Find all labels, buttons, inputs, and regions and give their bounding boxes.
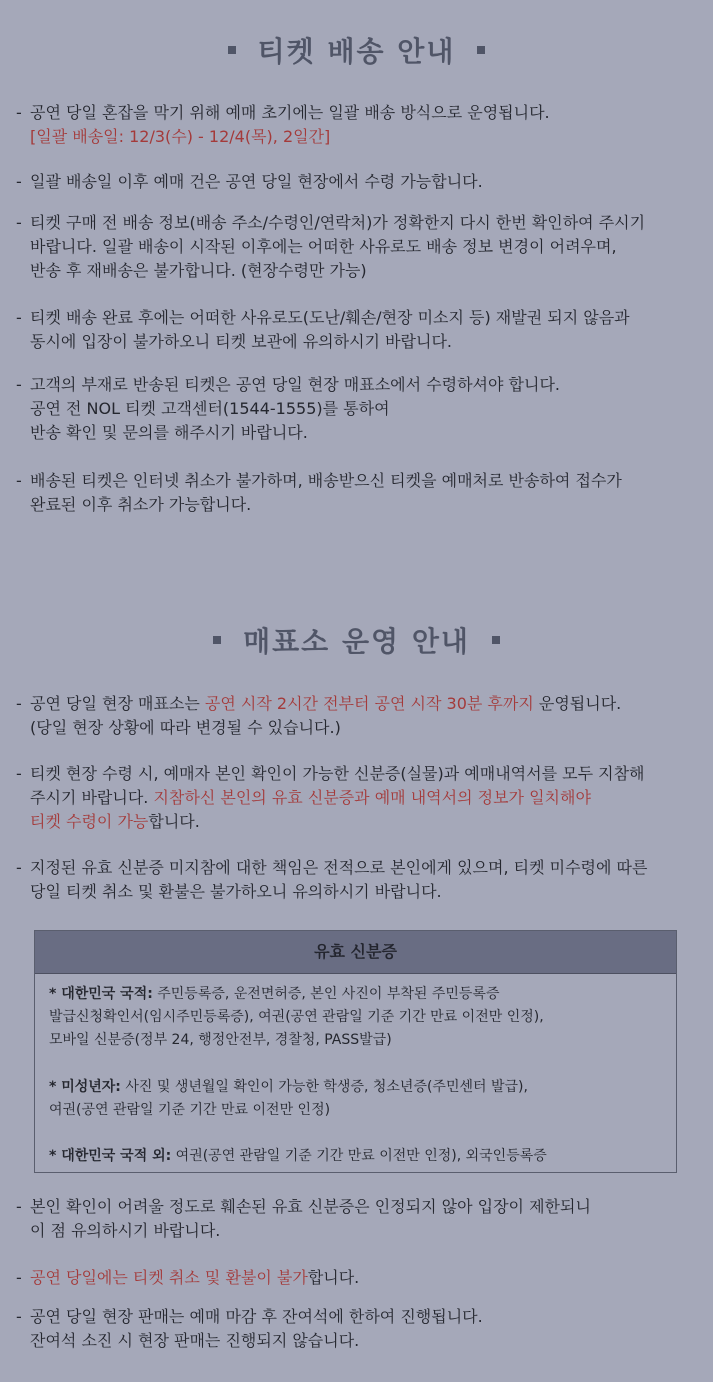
delivery-date-note: [일괄 배송일: 12/3(수) - 12/4(목), 2일간] [30, 127, 331, 146]
table-row: * 대한민국 국적 외: 여권(공연 관람일 기준 기간 만료 이전만 인정), 외국인등록증 [49, 1148, 547, 1164]
list-item: - 공연 당일에는 티켓 취소 및 환불이 불가합니다. [16, 1268, 360, 1287]
list-item: - 고객의 부재로 반송된 티켓은 공연 당일 현장 매표소에서 수령하셔야 합니다. 공연 전 NOL 티켓 고객센터(1544-1555)를 통하여 반송 확인 및 문의를 해주시기 바랍니다. [16, 375, 560, 442]
square-bullet-icon [213, 636, 221, 644]
list-item: - 본인 확인이 어려울 정도로 훼손된 유효 신분증은 인정되지 않아 입장이 제한되니 이 점 유의하시기 바랍니다. [16, 1197, 591, 1240]
section-title-ticket-delivery: 티켓 배송 안내 [0, 30, 713, 70]
list-item: - 공연 당일 현장 판매는 예매 마감 후 잔여석에 한하여 진행됩니다. 잔여석 소진 시 현장 판매는 진행되지 않습니다. [16, 1307, 483, 1350]
table-header: 유효 신분증 [35, 931, 676, 974]
table-row: * 미성년자: 사진 및 생년월일 확인이 가능한 학생증, 청소년증(주민센터 발급), 여권(공연 관람일 기준 기간 만료 이전만 인정) [49, 1079, 528, 1118]
section-title-box-office: 매표소 운영 안내 [0, 620, 713, 660]
valid-id-table [34, 930, 677, 1173]
list-item: - 티켓 현장 수령 시, 예매자 본인 확인이 가능한 신분증(실물)과 예매내역서를 모두 지참해 주시기 바랍니다. 지참하신 본인의 유효 신분증과 예매 내역서의 정보가 일치해야 티켓 수령이 가능합니다. [16, 764, 645, 831]
square-bullet-icon [477, 46, 485, 54]
list-item: - 지정된 유효 신분증 미지참에 대한 책임은 전적으로 본인에게 있으며, 티켓 미수령에 따른 당일 티켓 취소 및 환불은 불가하오니 유의하시기 바랍니다. [16, 858, 648, 901]
list-item: - 공연 당일 현장 매표소는 공연 시작 2시간 전부터 공연 시작 30분 후까지 운영됩니다. (당일 현장 상황에 따라 변경될 수 있습니다.) [16, 694, 622, 737]
list-item: - 티켓 구매 전 배송 정보(배송 주소/수령인/연락처)가 정확한지 다시 한번 확인하여 주시기 바랍니다. 일괄 배송이 시작된 이후에는 어떠한 사유로도 배송 정보 변경이 어려우며, 반송 후 재배송은 불가합니다. (현장수령만 가능) [16, 213, 646, 280]
table-row: * 대한민국 국적: 주민등록증, 운전면허증, 본인 사진이 부착된 주민등록증 발급신청확인서(임시주민등록증), 여권(공연 관람일 기준 기간 만료 이전만 인정), 모바일 신분증(정부 24, 행정안전부, 경찰청, PASS발급) [49, 986, 544, 1048]
square-bullet-icon [492, 636, 500, 644]
list-item: - 배송된 티켓은 인터넷 취소가 불가하며, 배송받으신 티켓을 예매처로 반송하여 접수가 완료된 이후 취소가 가능합니다. [16, 471, 622, 514]
list-item: - 티켓 배송 완료 후에는 어떠한 사유로도(도난/훼손/현장 미소지 등) 재발권 되지 않음과 동시에 입장이 불가하오니 티켓 보관에 유의하시기 바랍니다. [16, 308, 630, 351]
list-item: - 일괄 배송일 이후 예매 건은 공연 당일 현장에서 수령 가능합니다. [16, 172, 483, 191]
list-item: - 공연 당일 혼잡을 막기 위해 예매 초기에는 일괄 배송 방식으로 운영됩니다. [일괄 배송일: 12/3(수) - 12/4(목), 2일간] [16, 103, 550, 146]
square-bullet-icon [228, 46, 236, 54]
